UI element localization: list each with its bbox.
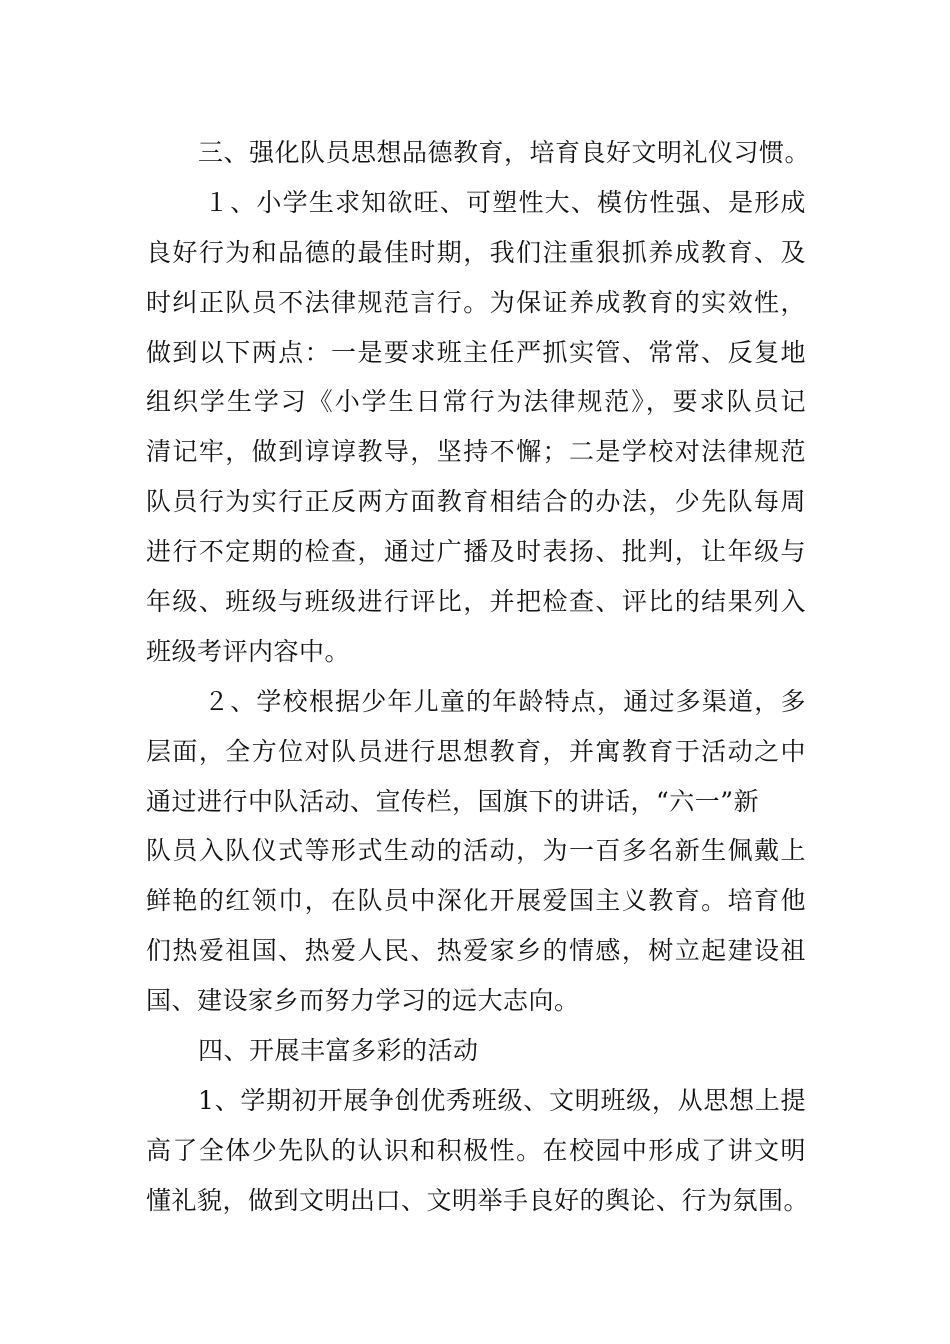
- paragraph-line: 班级考评内容中。: [146, 636, 351, 666]
- paragraph-line: 鲜艳的红领巾，在队员中深化开展爱国主义教育。培育他: [146, 886, 806, 916]
- paragraph-line: 们热爱祖国、热爱人民、热爱家乡的情感，树立起建设祖: [146, 936, 806, 966]
- document-body: [146, 128, 811, 1226]
- paragraph-3-1: [146, 178, 806, 677]
- paragraph-3-2: [146, 677, 806, 1026]
- paragraph-line: 良好行为和品德的最佳时期，我们注重狠抓养成教育、及: [146, 237, 806, 267]
- paragraph-4-1: [146, 1076, 810, 1226]
- paragraph-line: 层面，全方位对队员进行思想教育，并寓教育于活动之中: [146, 736, 806, 766]
- paragraph-line: 国、建设家乡而努力学习的远大志向。: [146, 986, 580, 1016]
- paragraph-line: 年级、班级与班级进行评比，并把检查、评比的结果列入: [146, 587, 806, 617]
- paragraph-line: 1、学期初开展争创优秀班级、文明班级，从思想上提: [198, 1085, 806, 1115]
- paragraph-line: 清记牢，做到谆谆教导，坚持不懈；二是学校对法律规范: [146, 437, 806, 467]
- paragraph-line: １、小学生求知欲旺、可塑性大、模仿性强、是形成: [204, 187, 806, 217]
- paragraph-line: 通过进行中队活动、宣传栏，国旗下的讲话，“六一”新: [146, 786, 760, 816]
- paragraph-line: ２、学校根据少年儿童的年龄特点，通过多渠道，多: [204, 686, 806, 716]
- paragraph-line: 时纠正队员不法律规范言行。为保证养成教育的实效性，: [146, 287, 806, 317]
- paragraph-line: 队员入队仪式等形式生动的活动，为一百多名新生佩戴上: [146, 836, 806, 866]
- section-heading-3: 三、强化队员思想品德教育，培育良好文明礼仪习惯。: [198, 138, 811, 167]
- paragraph-line: 队员行为实行正反两方面教育相结合的办法，少先队每周: [146, 487, 806, 517]
- paragraph-line: 高了全体少先队的认识和积极性。在校园中形成了讲文明: [146, 1135, 806, 1165]
- paragraph-line: 懂礼貌，做到文明出口、文明举手良好的舆论、行为氛围。: [146, 1185, 810, 1215]
- paragraph-line: 组织学生学习《小学生日常行为法律规范》，要求队员记: [146, 387, 806, 417]
- section-heading-4: 四、开展丰富多彩的活动: [198, 1036, 479, 1066]
- paragraph-line: 进行不定期的检查，通过广播及时表扬、批判，让年级与: [146, 537, 806, 567]
- paragraph-line: 做到以下两点：一是要求班主任严抓实管、常常、反复地: [146, 337, 806, 367]
